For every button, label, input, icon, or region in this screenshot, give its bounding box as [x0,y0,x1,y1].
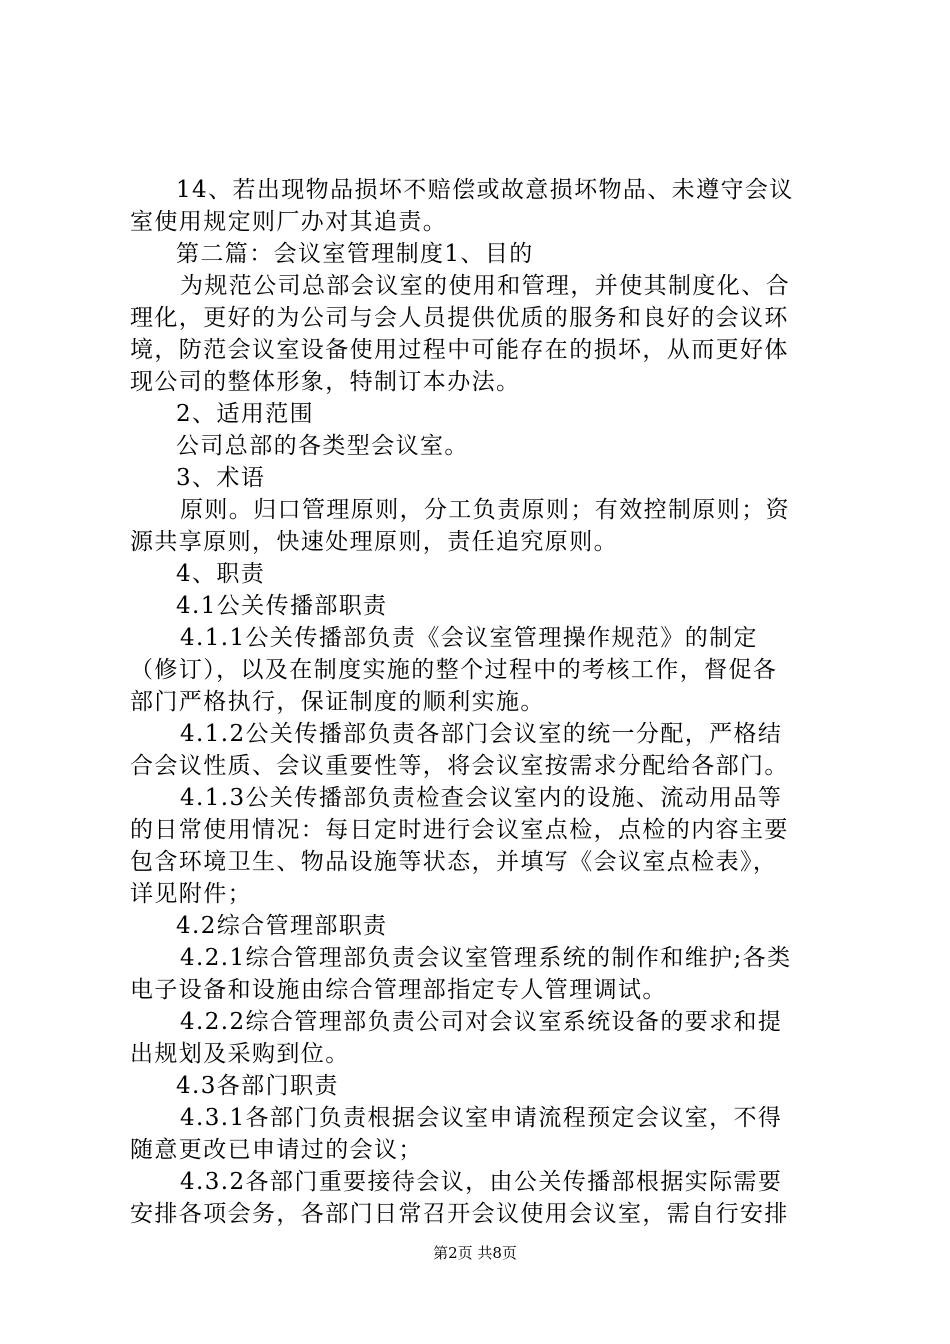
paragraph-line: 理化，更好的为公司与会人员提供优质的服务和良好的会议环 [130,305,789,331]
paragraph-line: 部门严格执行，保证制度的顺利实施。 [130,689,545,715]
paragraph-line: 4.1.2公关传播部负责各部门会议室的统一分配，严格结 [180,721,783,747]
paragraph-line: 出规划及采购到位。 [130,1041,350,1067]
paragraph-line: 现公司的整体形象，特制订本办法。 [130,369,521,395]
paragraph-line: 4.2.2综合管理部负责公司对会议室系统设备的要求和提 [180,1009,783,1035]
paragraph-line: 详见附件； [130,881,252,907]
paragraph-line: 源共享原则，快速处理原则，责任追究原则。 [130,529,618,555]
paragraph-line: 的日常使用情况：每日定时进行会议室点检，点检的内容主要 [130,817,789,843]
paragraph-line: 室使用规定则厂办对其追责。 [130,209,448,235]
paragraph-line: 包含环境卫生、物品设施等状态，并填写《会议室点检表》， [130,849,778,875]
paragraph-line: 随意更改已申请过的会议； [130,1137,423,1163]
paragraph-line: 安排各项会务，各部门日常召开会议使用会议室，需自行安排 [130,1201,789,1227]
paragraph-line: 境，防范会议室设备使用过程中可能存在的损坏，从而更好体 [130,337,789,363]
paragraph-line: 原则。归口管理原则，分工负责原则；有效控制原则；资 [180,497,790,523]
paragraph-line: （修订），以及在制度实施的整个过程中的考核工作，督促各 [130,657,778,683]
paragraph-line: 为规范公司总部会议室的使用和管理，并使其制度化、合 [180,273,790,299]
paragraph-line: 合会议性质、会议重要性等，将会议室按需求分配给各部门。 [130,753,789,779]
paragraph-line: 电子设备和设施由综合管理部指定专人管理调试。 [130,977,667,1003]
paragraph-line: 公司总部的各类型会议室。 [176,433,469,459]
paragraph-line: 14、若出现物品损坏不赔偿或故意损坏物品、未遵守会议 [176,177,794,203]
subsection-heading: 4.2综合管理部职责 [176,913,388,939]
document-body [130,174,830,1230]
subsection-heading: 4.3各部门职责 [176,1073,339,1099]
section-heading: 3、术语 [176,465,266,491]
page-number-footer: 第2页 共8页 [433,1244,517,1262]
section-heading: 4、职责 [176,561,266,587]
subsection-heading: 4.1公关传播部职责 [176,593,388,619]
paragraph-line: 4.2.1综合管理部负责会议室管理系统的制作和维护;各类 [180,945,792,971]
paragraph-line: 4.1.3公关传播部负责检查会议室内的设施、流动用品等 [180,785,783,811]
paragraph-line: 4.3.1各部门负责根据会议室申请流程预定会议室，不得 [180,1105,783,1131]
paragraph-line: 4.3.2各部门重要接待会议，由公关传播部根据实际需要 [180,1169,783,1195]
section-heading: 2、适用范围 [176,401,315,427]
paragraph-line: 4.1.1公关传播部负责《会议室管理操作规范》的制定 [180,625,758,651]
section-heading: 第二篇：会议室管理制度1、目的 [176,241,534,267]
